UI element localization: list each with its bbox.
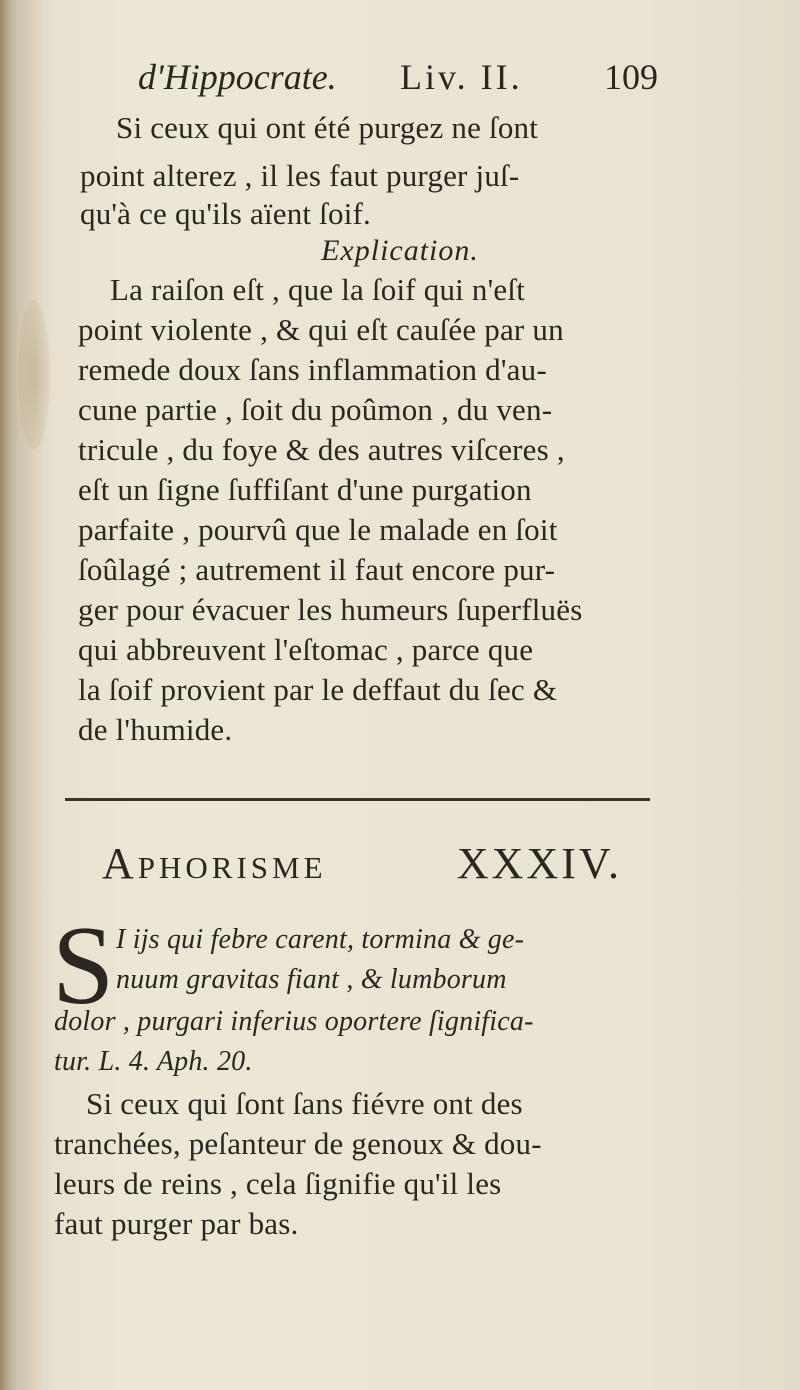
text-line: tricule , du foye & des autres viſceres , bbox=[78, 432, 565, 467]
page-number: 109 bbox=[604, 57, 658, 97]
section-divider bbox=[65, 798, 650, 801]
header-chapter: Liv. II. bbox=[400, 57, 523, 97]
text-line: qui abbreuvent l'eſtomac , parce que bbox=[78, 632, 534, 667]
text-line: la ſoif provient par le deffaut du ſec & bbox=[78, 672, 558, 707]
text-line: point alterez , il les faut purger juſ- bbox=[80, 158, 520, 193]
text-line: La raiſon eſt , que la ſoif qui n'eſt bbox=[110, 272, 526, 307]
latin-line: I ijs qui febre carent, tormina & ge- bbox=[116, 924, 525, 955]
text-line: faut purger par bas. bbox=[54, 1206, 299, 1241]
text-line: qu'à ce qu'ils aïent ſoif. bbox=[80, 196, 371, 231]
latin-line: nuum gravitas fiant , & lumborum bbox=[116, 964, 507, 995]
text-line: eſt un ſigne ſuffiſant d'une purgation bbox=[78, 472, 532, 507]
text-line: remede doux ſans inflammation d'au- bbox=[78, 352, 547, 387]
text-line: ſoûlagé ; autrement il faut encore pur- bbox=[78, 552, 556, 587]
text-line: de l'humide. bbox=[78, 712, 233, 747]
running-header bbox=[138, 56, 658, 98]
aphorism-label: Aphorisme bbox=[102, 839, 327, 888]
latin-line: tur. L. 4. Aph. 20. bbox=[54, 1046, 253, 1077]
paper-stain bbox=[18, 300, 50, 450]
text-line: leurs de reins , cela ſignifie qu'il les bbox=[54, 1166, 502, 1201]
text-line: tranchées, peſanteur de genoux & dou- bbox=[54, 1126, 542, 1161]
aphorism-heading bbox=[102, 838, 622, 889]
gutter-shadow bbox=[0, 0, 44, 1390]
text-line: cune partie , ſoit du poûmon , du ven- bbox=[78, 392, 553, 427]
latin-line: dolor , purgari inferius oportere ſignifica- bbox=[54, 1006, 534, 1037]
header-title: d'Hippocrate. bbox=[138, 57, 337, 97]
text-line: ger pour évacuer les humeurs ſuperfluës bbox=[78, 592, 583, 627]
text-line: Si ceux qui ont été purgez ne ſont bbox=[116, 110, 539, 145]
aphorism-number: XXXIV. bbox=[456, 839, 622, 888]
text-line: parfaite , pourvû que le malade en ſoit bbox=[78, 512, 558, 547]
text-line: Si ceux qui ſont ſans fiévre ont des bbox=[86, 1086, 523, 1121]
text-line: point violente , & qui eſt cauſée par un bbox=[78, 312, 564, 347]
drop-cap: S bbox=[52, 904, 115, 1028]
explication-heading: Explication. bbox=[321, 234, 479, 267]
